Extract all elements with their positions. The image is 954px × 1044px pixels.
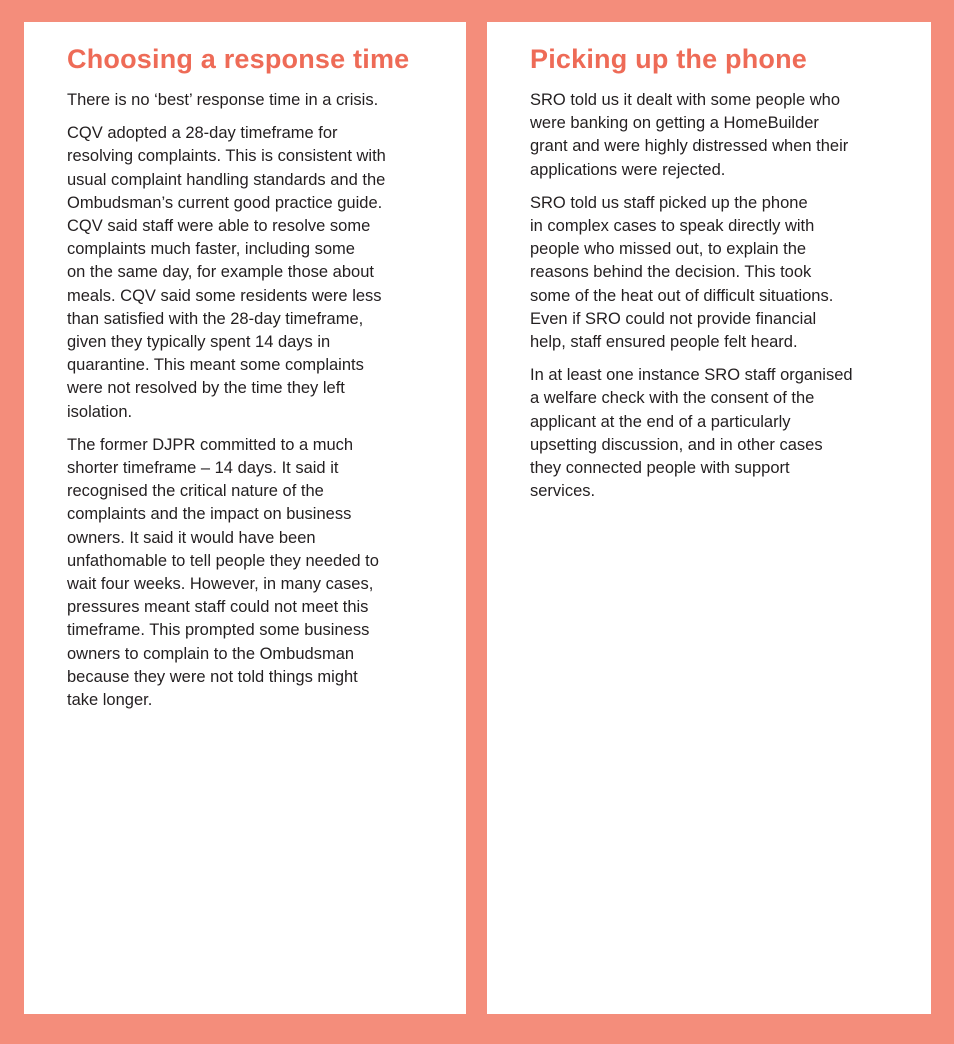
left-paragraph-3: The former DJPR committed to a much shorter timeframe – 14 days. It said it recognised the critical nature of the complaints and the impact on business owners. It said it would have been unfathomable to tell people they needed to wait four weeks. However, in many cases, pressures meant staff could not meet this timeframe. This prompted some business owners to complain to the Ombudsman because they were not told things might take longer. xyxy=(67,435,379,710)
right-paragraph-3: In at least one instance SRO staff organised a welfare check with the consent of the applicant at the end of a particularly upsetting discussion, and in other cases they connected people with support services. xyxy=(530,366,853,501)
right-panel-heading: Picking up the phone xyxy=(530,44,808,74)
right-panel xyxy=(487,22,931,1014)
right-paragraph-1: SRO told us it dealt with some people who were banking on getting a HomeBuilder grant and were highly distressed when their applications were rejected. xyxy=(530,91,849,179)
left-panel xyxy=(24,22,466,1014)
left-panel-heading: Choosing a response time xyxy=(67,44,410,74)
left-paragraph-2: CQV adopted a 28-day timeframe for resolving complaints. This is consistent with usual complaint handling standards and the Ombudsman’s current good practice guide. CQV said staff were able to resolve some complaints much faster, including some on the same day, for example those about meals. CQV said some residents were less than satisfied with the 28-day timeframe, given they typically spent 14 days in quarantine. This meant some complaints were not resolved by the time they left isolation. xyxy=(67,124,386,421)
left-paragraph-1: There is no ‘best’ response time in a crisis. xyxy=(67,91,379,109)
right-paragraph-2: SRO told us staff picked up the phone in complex cases to speak directly with people who missed out, to explain the reasons behind the decision. This took some of the heat out of difficult situations. Even if SRO could not provide financial help, staff ensured people felt heard. xyxy=(530,193,834,352)
